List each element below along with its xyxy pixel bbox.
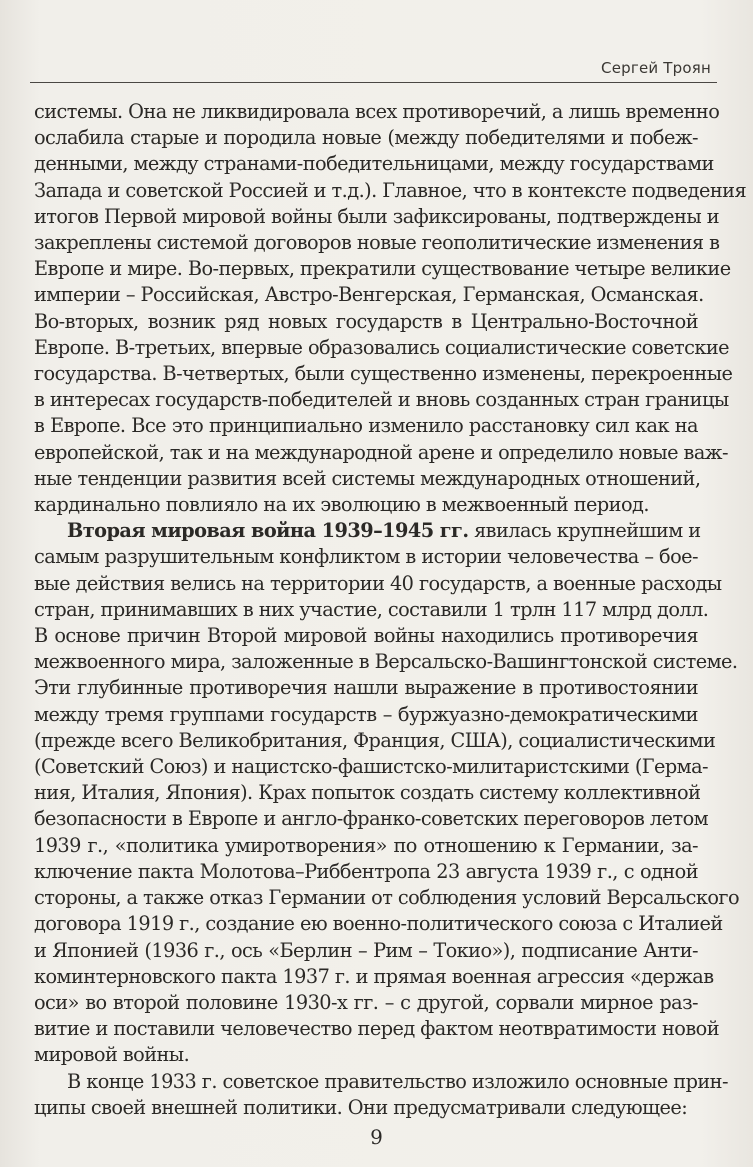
text-line: закреплены системой договоров новые геополитические изменения в xyxy=(34,231,720,255)
text-line: коминтерновского пакта 1937 г. и прямая военная агрессия «держав xyxy=(34,964,714,988)
text-line: в интересах государств-победителей и вновь созданных стран границы xyxy=(34,388,729,412)
bold-heading-phrase: Вторая мировая война 1939–1945 гг. xyxy=(67,519,469,543)
text-line: стороны, а также отказ Германии от соблюдения условий Версальского xyxy=(34,886,740,910)
text-line: итогов Первой мировой войны были зафиксированы, подтверждены и xyxy=(34,204,720,228)
paragraph-first-line xyxy=(34,518,701,544)
text-line: Во-вторых, возник ряд новых государств в Центрально-Восточной xyxy=(34,309,698,333)
text-line: межвоенного мира, заложенные в Версальско-Вашингтонской системе. xyxy=(34,650,738,674)
text-line: безопасности в Европе и англо-франко-советских переговоров летом xyxy=(34,807,709,831)
body-text xyxy=(34,99,747,1121)
text-line: ключение пакта Молотова–Риббентропа 23 августа 1939 г., с одной xyxy=(34,859,698,883)
text-line: Европе и мире. Во-первых, прекратили существование четыре великие xyxy=(34,257,731,281)
text-line: В основе причин Второй мировой войны находились противоречия xyxy=(34,624,698,648)
text-line: Эти глубинные противоречия нашли выражение в противостоянии xyxy=(34,676,698,700)
text-line: (прежде всего Великобритания, Франция, США), социалистическими xyxy=(34,728,716,752)
text-line: ципы своей внешней политики. Они предусматривали следующее: xyxy=(34,1095,688,1119)
text-line: оси» во второй половине 1930-х гг. – с другой, сорвали мирное раз- xyxy=(34,990,698,1014)
text-line: Запада и советской Россией и т.д.). Главное, что в контексте подведения xyxy=(34,178,747,202)
text-line: ния, Италия, Япония). Крах попыток создать систему коллективной xyxy=(34,781,701,805)
paragraph-1 xyxy=(34,99,747,518)
text-line: и Японией (1936 г., ось «Берлин – Рим – Токио»), подписание Анти- xyxy=(34,938,698,962)
text-line: кардинально повлияло на их эволюцию в межвоенный период. xyxy=(34,493,649,517)
text-line: европейской, так и на международной арене и определило новые важ- xyxy=(34,440,728,464)
text-fragment: явилась крупнейшим и xyxy=(468,519,701,543)
text-line: в Европе. Все это принципиально изменило расстановку сил как на xyxy=(34,414,698,438)
text-line: ослабила старые и породила новые (между победителями и побеж- xyxy=(34,126,698,150)
text-line: самым разрушительным конфликтом в истории человечества – бое- xyxy=(34,545,698,569)
text-line: между тремя группами государств – буржуазно-демократическими xyxy=(34,702,698,726)
page-number: 9 xyxy=(370,1125,383,1149)
text-line: договора 1919 г., создание ею военно-политического союза с Италией xyxy=(34,912,723,936)
text-line: мировой войны. xyxy=(34,1043,190,1067)
text-line: В конце 1933 г. советское правительство изложило основные прин- xyxy=(67,1069,728,1093)
paragraph-2 xyxy=(34,518,740,1068)
text-line: государства. В-четвертых, были существенно изменены, перекроенные xyxy=(34,362,733,386)
text-line: денными, между странами-победительницами, между государствами xyxy=(34,152,714,176)
running-header xyxy=(30,52,717,83)
text-line: витие и поставили человечество перед фактом неотвратимости новой xyxy=(34,1017,720,1041)
text-line: империи – Российская, Австро-Венгерская, Германская, Османская. xyxy=(34,283,704,307)
text-line: (Советский Союз) и нацистско-фашистско-милитаристскими (Герма- xyxy=(34,755,709,779)
header-author: Сергей Троян xyxy=(601,59,711,77)
text-line: 1939 г., «политика умиротворения» по отношению к Германии, за- xyxy=(34,833,698,857)
paragraph-3 xyxy=(34,1069,728,1121)
text-line: стран, принимавших в них участие, составили 1 трлн 117 млрд долл. xyxy=(34,597,709,621)
text-line: вые действия велись на территории 40 государств, а военные расходы xyxy=(34,571,722,595)
text-line: Европе. В-третьих, впервые образовались социалистические советские xyxy=(34,335,730,359)
text-line: ные тенденции развития всей системы международных отношений, xyxy=(34,466,701,490)
text-line: системы. Она не ликвидировала всех противоречий, а лишь временно xyxy=(34,100,720,123)
